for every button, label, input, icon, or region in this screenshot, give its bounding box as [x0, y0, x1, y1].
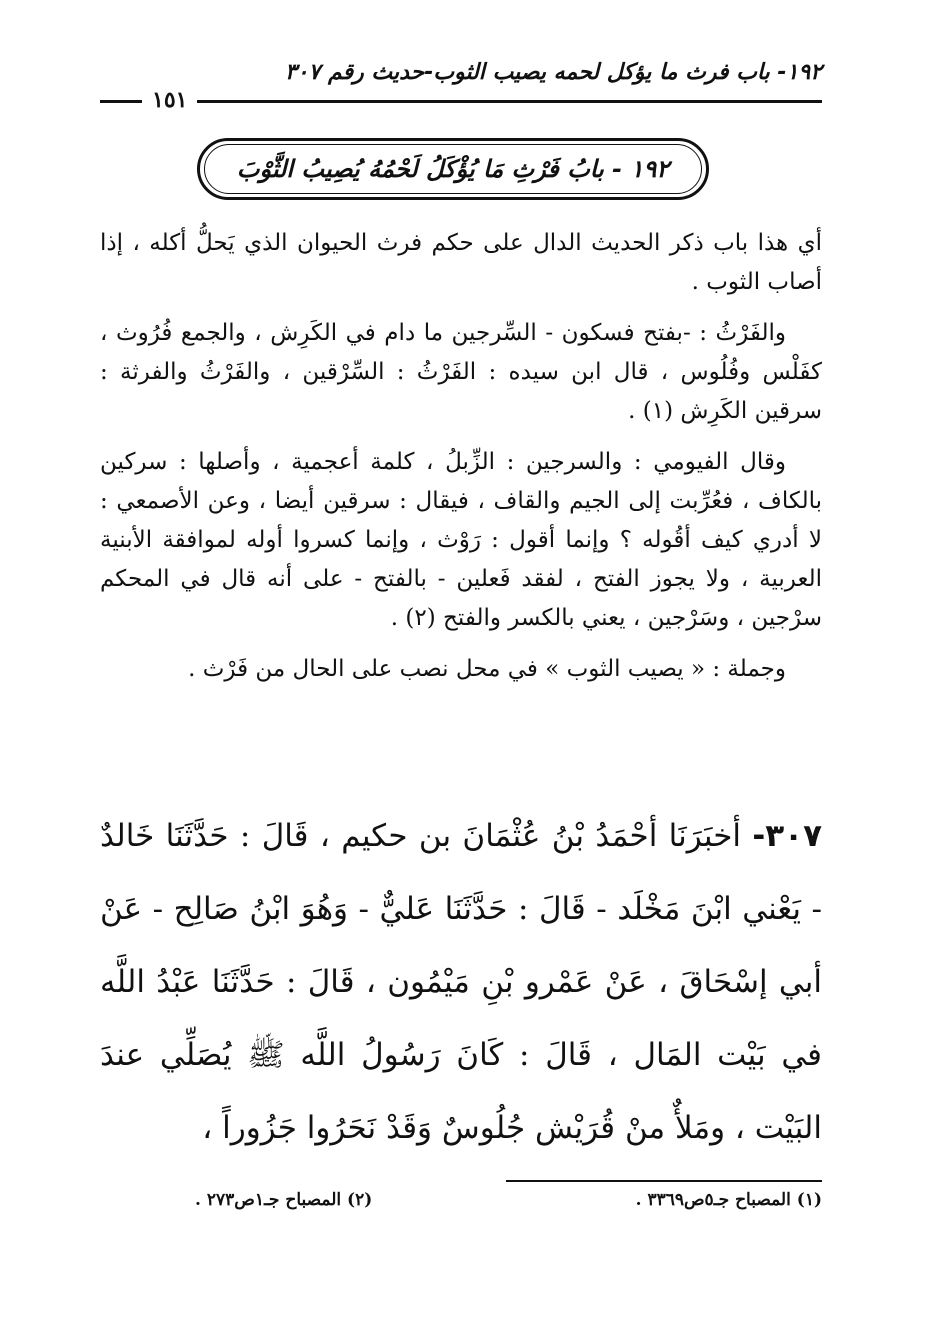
running-header	[100, 60, 822, 113]
commentary	[100, 224, 822, 701]
footnotes	[195, 1190, 822, 1210]
commentary-paragraph: وقال الفيومي : والسرجين : الزِّبلُ ، كلمة أعجمية ، وأصلها : سركين بالكاف ، فعُرِّبت إلى الجيم والقاف ، فيقال : سرقين أيضا ، وعن الأصمعي : لا أدري كيف أقُوله ؟ وإنما أقول : رَوْث ، وإنما كسروا أوله لموافقة الأبنية العربية ، ولا يجوز الفتح ، لفقد فَعلين - بالفتح - على أنه قال في المحكم سرْجين ، وسَرْجين ، يعني بالكسر والفتح (٢) .	[100, 449, 822, 631]
hadith-number: ٣٠٧-	[752, 818, 822, 854]
chapter-banner	[197, 138, 709, 200]
footnote-2: (٢) المصباح جـ١ص٢٧٣ .	[195, 1190, 373, 1210]
footnote-rule	[506, 1180, 822, 1182]
hadith-text: أخبَرَنَا أحْمَدُ بْنُ عُثْمَانَ بن حكيم ، قَالَ : حَدَّثَنَا خَالدٌ - يَعْني ابْنَ مَخْلَد - قَالَ : حَدَّثَنَا عَليٌّ - وَهُوَ ابْنُ صَالِح - عَنْ أبي إسْحَاقَ ، عَنْ عَمْرو بْنِ مَيْمُون ، قَالَ : حَدَّثَنَا عَبْدُ اللَّه في بَيْت المَال ، قَالَ : كَانَ رَسُولُ اللَّه ﷺ يُصَلِّي عندَ البَيْت ، ومَلأٌ منْ قُرَيْش جُلُوسٌ وَقَدْ نَحَرُوا جَزُوراً ،	[100, 818, 822, 1146]
commentary-paragraph: وجملة : « يصيب الثوب » في محل نصب على الحال من فَرْث .	[188, 656, 786, 682]
hadith-block	[100, 800, 822, 1165]
footnote-1: (١) المصباح جـ٥ص٣٣٦٩ .	[635, 1190, 822, 1210]
commentary-paragraph: أي هذا باب ذكر الحديث الدال على حكم فرث الحيوان الذي يَحلُّ أكله ، إذا أصاب الثوب .	[100, 230, 822, 295]
running-title: ١٩٢- باب فرث ما يؤكل لحمه يصيب الثوب-حديث رقم ٣٠٧	[284, 60, 822, 85]
header-rule	[100, 100, 822, 103]
chapter-title: ١٩٢ - بابُ فَرْثِ مَا يُؤْكَلُ لَحْمُهُ يُصِيبُ الثَّوْبَ	[236, 155, 670, 183]
page-number: ١٥١	[142, 78, 197, 122]
commentary-paragraph: والفَرْثُ : -بفتح فسكون - السِّرجين ما دام في الكَرِش ، والجمع فُرُوث ، كفَلْس وفُلُوس ، قال ابن سيده : الفَرْثُ : السِّرْقين ، والفَرْثُ والفرثة : سرقين الكَرِش (١) .	[100, 320, 822, 424]
